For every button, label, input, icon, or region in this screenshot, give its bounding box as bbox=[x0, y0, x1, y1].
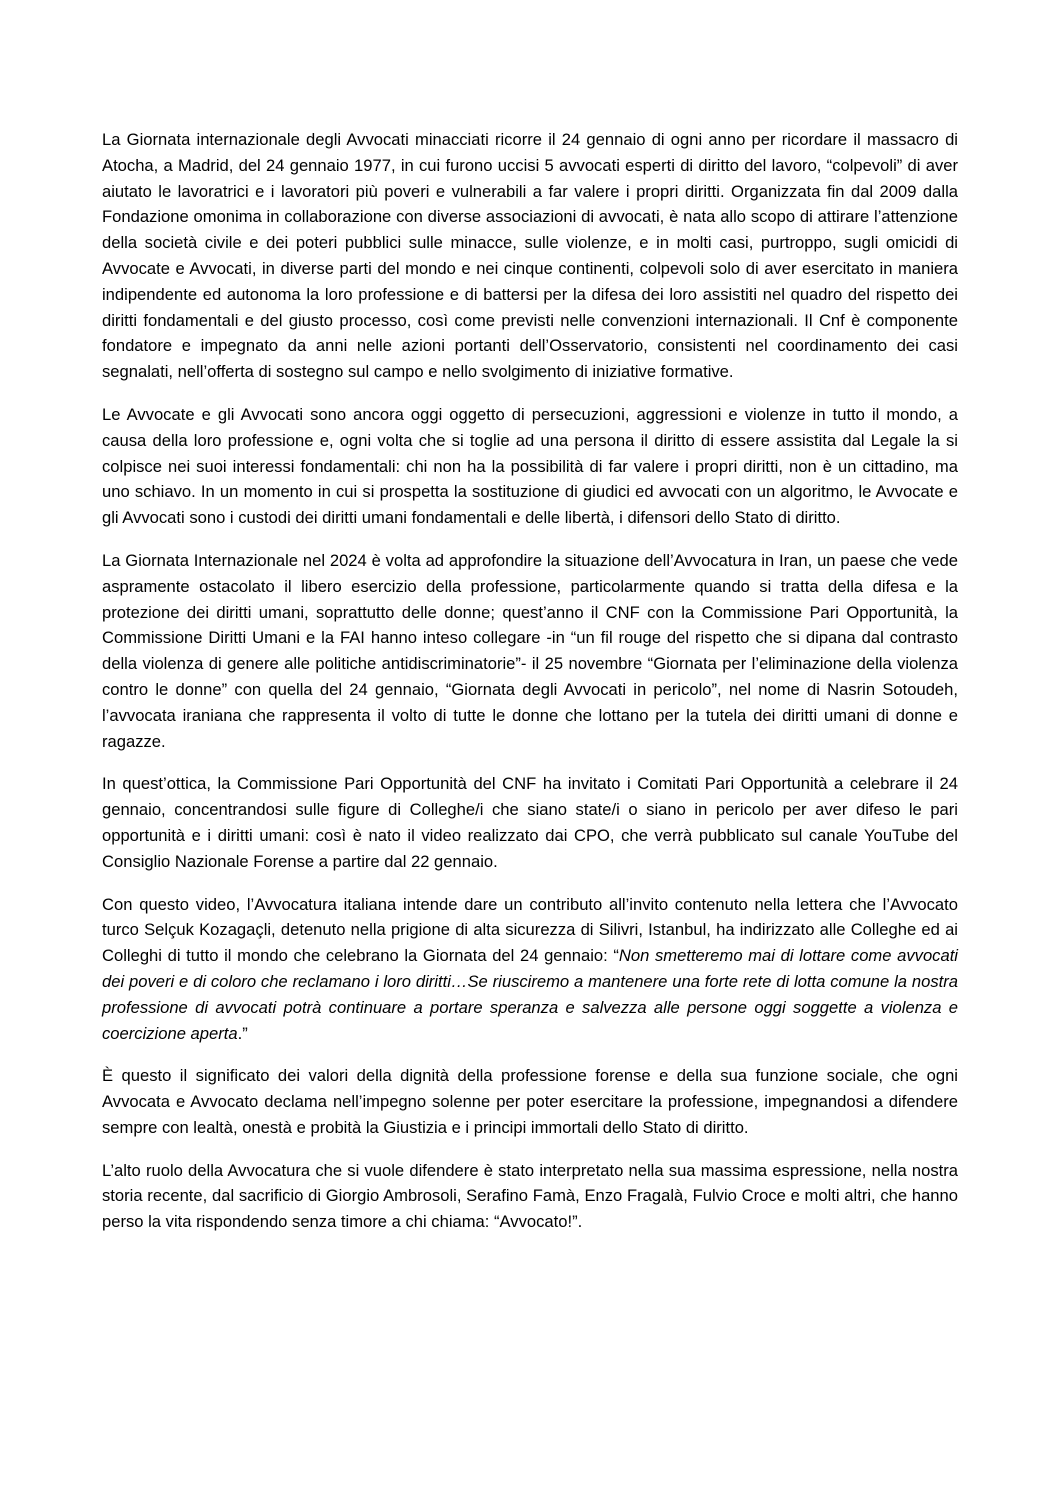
paragraph-persecution: Le Avvocate e gli Avvocati sono ancora oggi oggetto di persecuzioni, aggressioni e violenze in tutto il mondo, a causa della loro professione e, ogni volta che si toglie ad una persona il diritto di essere assistita dal Legale la si colpisce nei suoi interessi fondamentali: chi non ha la possibilità di far valere i propri diritti, non è un cittadino, ma uno schiavo. In un momento in cui si prospetta la sostituzione di giudici ed avvocati con un algoritmo, le Avvocate e gli Avvocati sono i custodi dei diritti umani fondamentali e delle libertà, i difensori dello Stato di diritto. bbox=[102, 404, 958, 528]
letter-intro-text: Con questo video, l’Avvocatura italiana intende dare un contributo all’invito contenuto nella lettera che l’Avvocato turco Selçuk Kozagaçli, detenuto nella prigione di alta sicurezza di Silivri, Istanbul, ha indirizzato alle Colleghe ed ai Colleghi di tutto il mondo che celebrano la Giornata del 24 gennaio: “ bbox=[102, 894, 958, 966]
document-body bbox=[102, 127, 958, 1252]
paragraph-atocha-history: La Giornata internazionale degli Avvocati minacciati ricorre il 24 gennaio di ogni anno per ricordare il massacro di Atocha, a Madrid, del 24 gennaio 1977, in cui furono uccisi 5 avvocati esperti di diritto del lavoro, “colpevoli” di aver aiutato le lavoratrici e i lavoratori più poveri e vulnerabili a far valere i propri diritti. Organizzata fin dal 2009 dalla Fondazione omonima in collaborazione con diverse associazioni di avvocati, è nata allo scopo di attirare l’attenzione della società civile e dei poteri pubblici sulle minacce, sulle violenze, e in molti casi, purtroppo, sugli omicidi di Avvocate e Avvocati, in diverse parti del mondo e nei cinque continenti, colpevoli solo di aver esercitato in maniera indipendente ed autonoma la loro professione e di battersi per la difesa dei loro assistiti nel quadro del rispetto dei diritti fondamentali e del giusto processo, così come previsti nelle convenzioni internazionali. Il Cnf è componente fondatore e impegnato da anni nelle azioni portanti dell’Osservatorio, consistenti nel coordinamento dei casi segnalati, nell’offerta di sostegno sul campo e nello svolgimento di iniziative formative. bbox=[102, 130, 958, 382]
letter-quote: Non smetteremo mai di lottare come avvocati dei poveri e di coloro che reclamano i loro diritti…Se riusciremo a mantenere una forte rete di lotta comune la nostra professione di avvocati potrà continuare a portare speranza e salvezza alle persone oggi soggette a violenza e coercizione aperta bbox=[102, 946, 958, 1043]
paragraph-iran-2024: La Giornata Internazionale nel 2024 è volta ad approfondire la situazione dell’Avvocatura in Iran, un paese che vede aspramente ostacolato il libero esercizio della professione, particolarmente quando si tratta della difesa e la protezione dei diritti umani, soprattutto delle donne; quest’anno il CNF con la Commissione Pari Opportunità, la Commissione Diritti Umani e la FAI hanno inteso collegare -in “un fil rouge del rispetto che si dipana dal contrasto della violenza di genere alle politiche antidiscriminatorie”- il 25 novembre “Giornata per l’eliminazione della violenza contro le donne” con quella del 24 gennaio, “Giornata degli Avvocati in pericolo”, nel nome di Nasrin Sotoudeh, l’avvocata iraniana che rappresenta il volto di tutte le donne che lottano per la tutela dei diritti umani di donne e ragazze. bbox=[102, 550, 958, 751]
letter-quote-close: .” bbox=[237, 1023, 248, 1043]
paragraph-remembrance: L’alto ruolo della Avvocatura che si vuole difendere è stato interpretato nella sua massima espressione, nella nostra storia recente, dal sacrificio di Giorgio Ambrosoli, Serafino Famà, Enzo Fragalà, Fulvio Croce e molti altri, che hanno perso la vita rispondendo senza timore a chi chiama: “Avvocato!”. bbox=[102, 1160, 958, 1232]
paragraph-kozagacli-letter bbox=[102, 892, 958, 1047]
paragraph-cpo-video: In quest’ottica, la Commissione Pari Opportunità del CNF ha invitato i Comitati Pari Opportunità a celebrare il 24 gennaio, concentrandosi sulle figure di Colleghe/i che siano state/i o siano in pericolo per aver difeso le pari opportunità e i diritti umani: così è nato il video realizzato dai CPO, che verrà pubblicato sul canale YouTube del Consiglio Nazionale Forense a partire dal 22 gennaio. bbox=[102, 774, 958, 871]
paragraph-professional-values: È questo il significato dei valori della dignità della professione forense e della sua funzione sociale, che ogni Avvocata e Avvocato declama nell’impegno solenne per poter esercitare la professione, impegnandosi a difendere sempre con lealtà, onestà e probità la Giustizia e i principi immortali dello Stato di diritto. bbox=[102, 1066, 958, 1137]
